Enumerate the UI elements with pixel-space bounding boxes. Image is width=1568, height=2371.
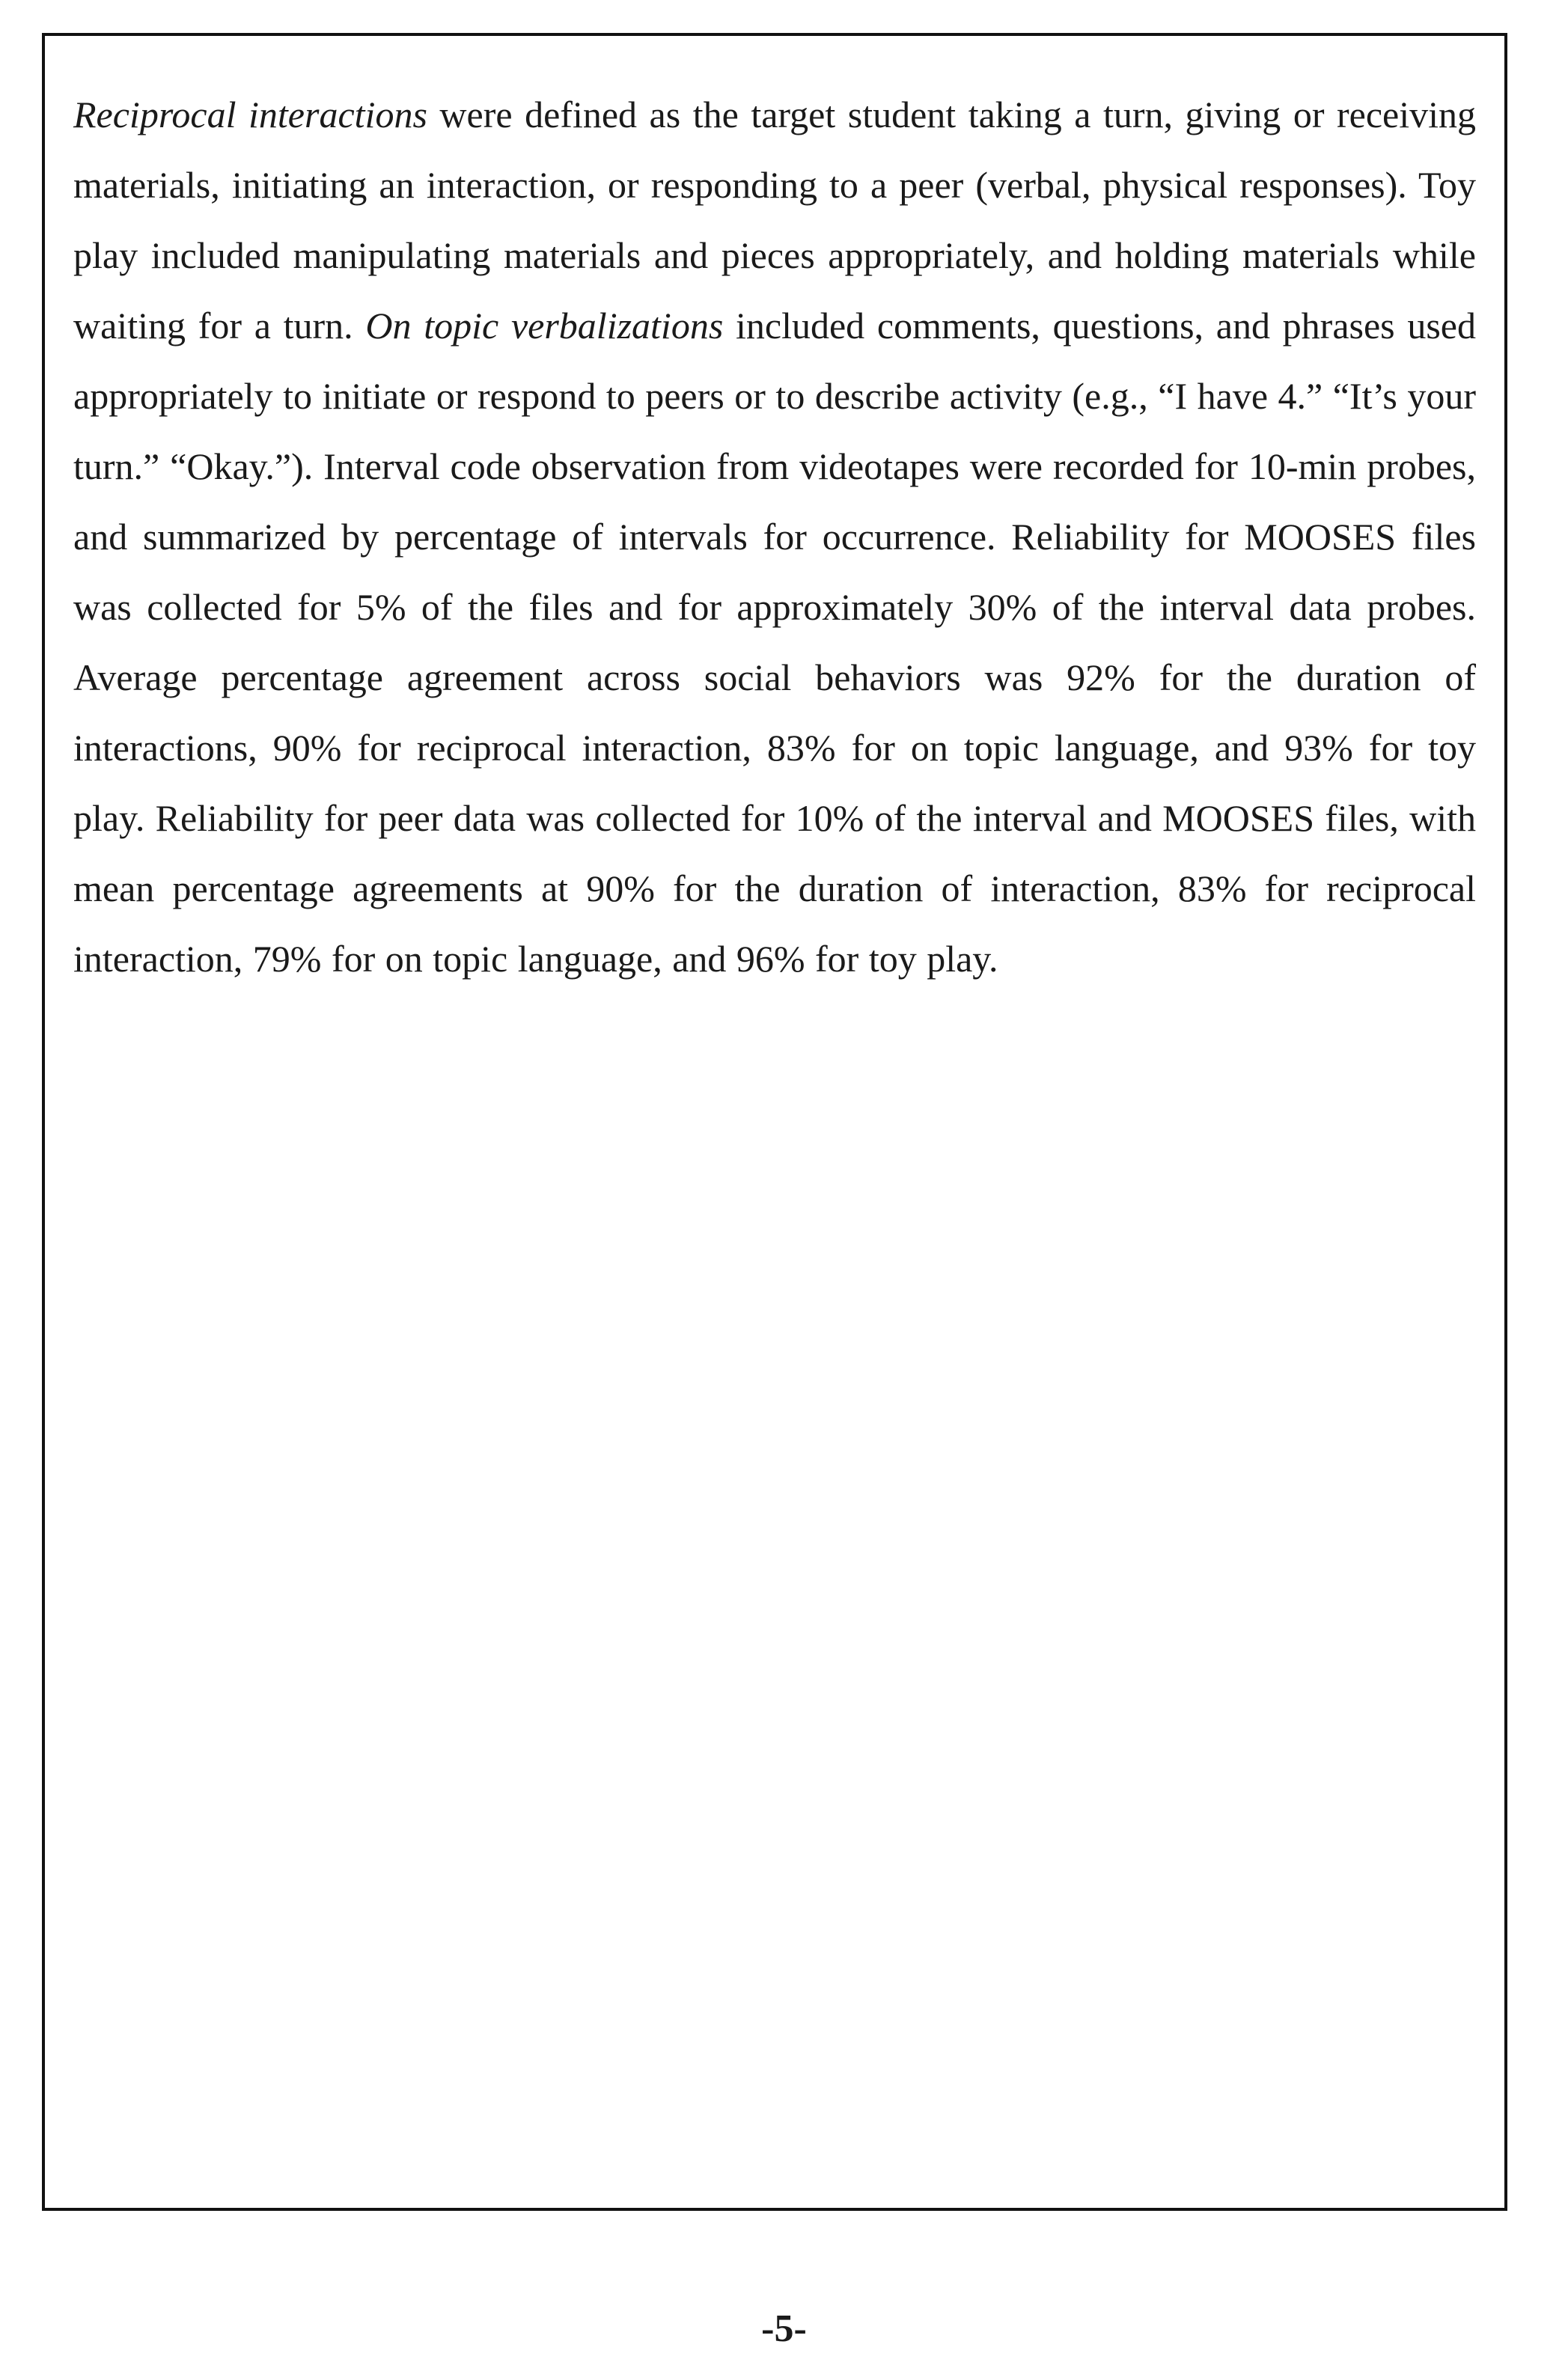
page-number: -5- xyxy=(761,2307,807,2350)
paragraph-text-part-2: included comments, questions, and phrases used appropriately to initiate or respond to peers or to describe activity (e.g., “I have 4.” “It’s your turn.” “Okay.”). Interval code observation from videotapes were recorded for 10-min probes, and summarized by percentage of intervals for occurrence. Reliability for MOOSES files was collected for 5% of the files and for approximately 30% of the interval data probes. Average percentage agreement across social behaviors was 92% for the duration of interactions, 90% for reciprocal interaction, 83% for on topic language, and 93% for toy play. Reliability for peer data was collected for 10% of the interval and MOOSES files, with mean percentage agreements at 90% for the duration of interaction, 83% for reciprocal interaction, 79% for on topic language, and 96% for toy play. xyxy=(73,305,1476,980)
page-frame xyxy=(42,33,1507,2211)
body-text-block xyxy=(73,79,1476,994)
term-on-topic-verbalizations: On topic verbalizations xyxy=(365,305,724,347)
term-reciprocal-interactions: Reciprocal interactions xyxy=(73,94,427,135)
body-paragraph xyxy=(73,79,1476,994)
paragraph-text-part-1: were defined as the target student taking a turn, giving or receiving materials, initiating an interaction, or responding to a peer (verbal, physical responses). Toy play included manipulating materials and pieces appropriately, and holding materials while waiting for a turn. xyxy=(73,94,1477,347)
